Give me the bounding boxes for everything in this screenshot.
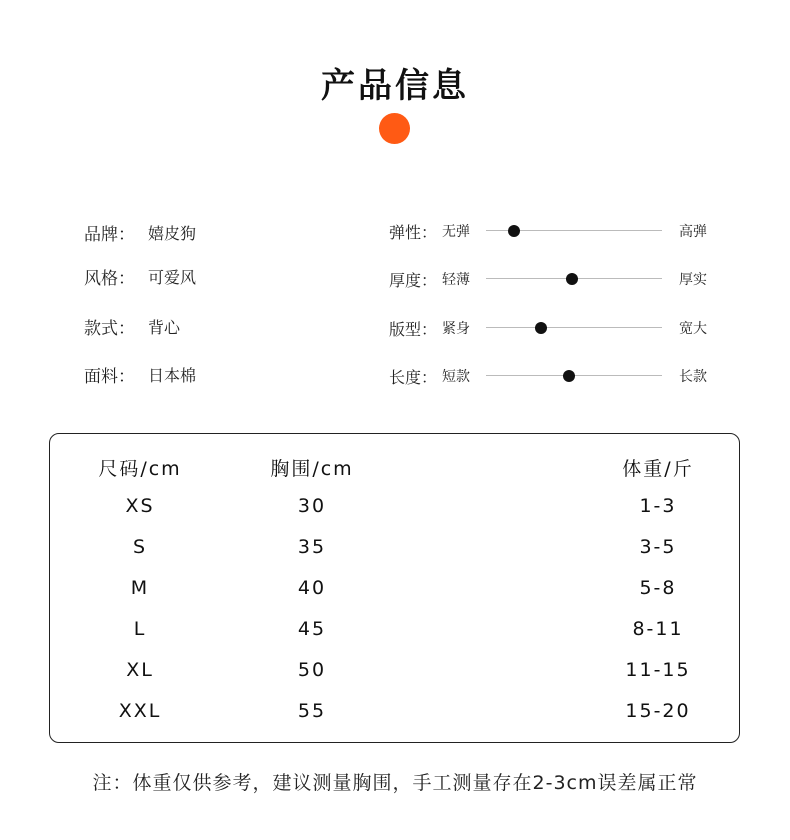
scale-min-label: 短款 — [442, 369, 470, 385]
table-header-chest: 胸围/cm — [270, 458, 354, 480]
scale-label: 弹性： — [389, 223, 438, 242]
table-header-weight: 体重/斤 — [622, 458, 694, 480]
table-cell: 5-8 — [639, 577, 677, 599]
table-cell: 3-5 — [639, 536, 677, 558]
table-cell: 15-20 — [625, 700, 691, 722]
scale-knob — [508, 225, 520, 237]
table-cell: 50 — [297, 659, 327, 681]
scale-max-label: 厚实 — [679, 272, 707, 288]
table-cell: 8-11 — [632, 618, 684, 640]
scale-max-label: 宽大 — [679, 321, 707, 337]
scale-label: 长度： — [389, 368, 438, 387]
table-cell: XL — [126, 659, 154, 681]
scale-length — [389, 363, 719, 387]
table-cell: 45 — [297, 618, 327, 640]
attribute-key: 面料： — [84, 366, 135, 387]
scale-min-label: 轻薄 — [442, 272, 470, 288]
scale-min-label: 紧身 — [442, 321, 470, 337]
table-cell: 55 — [297, 700, 327, 722]
attribute-value: 日本棉 — [148, 365, 197, 385]
table-cell: M — [130, 577, 150, 599]
orange-dot-icon — [379, 113, 410, 144]
table-cell: 11-15 — [625, 659, 691, 681]
scale-fit — [389, 315, 719, 339]
scale-elasticity — [389, 218, 719, 242]
scale-knob — [535, 322, 547, 334]
attribute-type — [84, 314, 180, 338]
attribute-value: 嬉皮狗 — [148, 223, 197, 243]
table-cell: 30 — [297, 495, 327, 517]
measurement-note: 注：体重仅供参考，建议测量胸围，手工测量存在2-3cm误差属正常 — [92, 772, 698, 794]
attribute-brand — [84, 220, 196, 244]
table-cell: S — [132, 536, 148, 558]
scale-max-label: 长款 — [679, 369, 707, 385]
scale-min-label: 无弹 — [442, 224, 470, 240]
scale-label: 厚度： — [389, 271, 438, 290]
table-cell: XS — [125, 495, 155, 517]
scale-knob — [566, 273, 578, 285]
table-header-size: 尺码/cm — [98, 458, 182, 480]
attribute-fabric — [84, 362, 196, 386]
scale-thickness — [389, 266, 719, 290]
table-cell: XXL — [118, 700, 162, 722]
attribute-key: 风格： — [84, 268, 135, 289]
attribute-style — [84, 264, 196, 288]
table-cell: 35 — [297, 536, 327, 558]
page-title: 产品信息 — [321, 66, 469, 106]
scale-knob — [563, 370, 575, 382]
attribute-value: 可爱风 — [148, 267, 197, 287]
scale-max-label: 高弹 — [679, 224, 707, 240]
table-cell: 40 — [297, 577, 327, 599]
scale-track — [486, 327, 662, 328]
attribute-key: 品牌： — [84, 224, 135, 245]
table-cell: L — [133, 618, 147, 640]
scale-label: 版型： — [389, 320, 438, 339]
table-cell: 1-3 — [639, 495, 677, 517]
attribute-key: 款式： — [84, 318, 135, 339]
attribute-value: 背心 — [148, 317, 181, 337]
